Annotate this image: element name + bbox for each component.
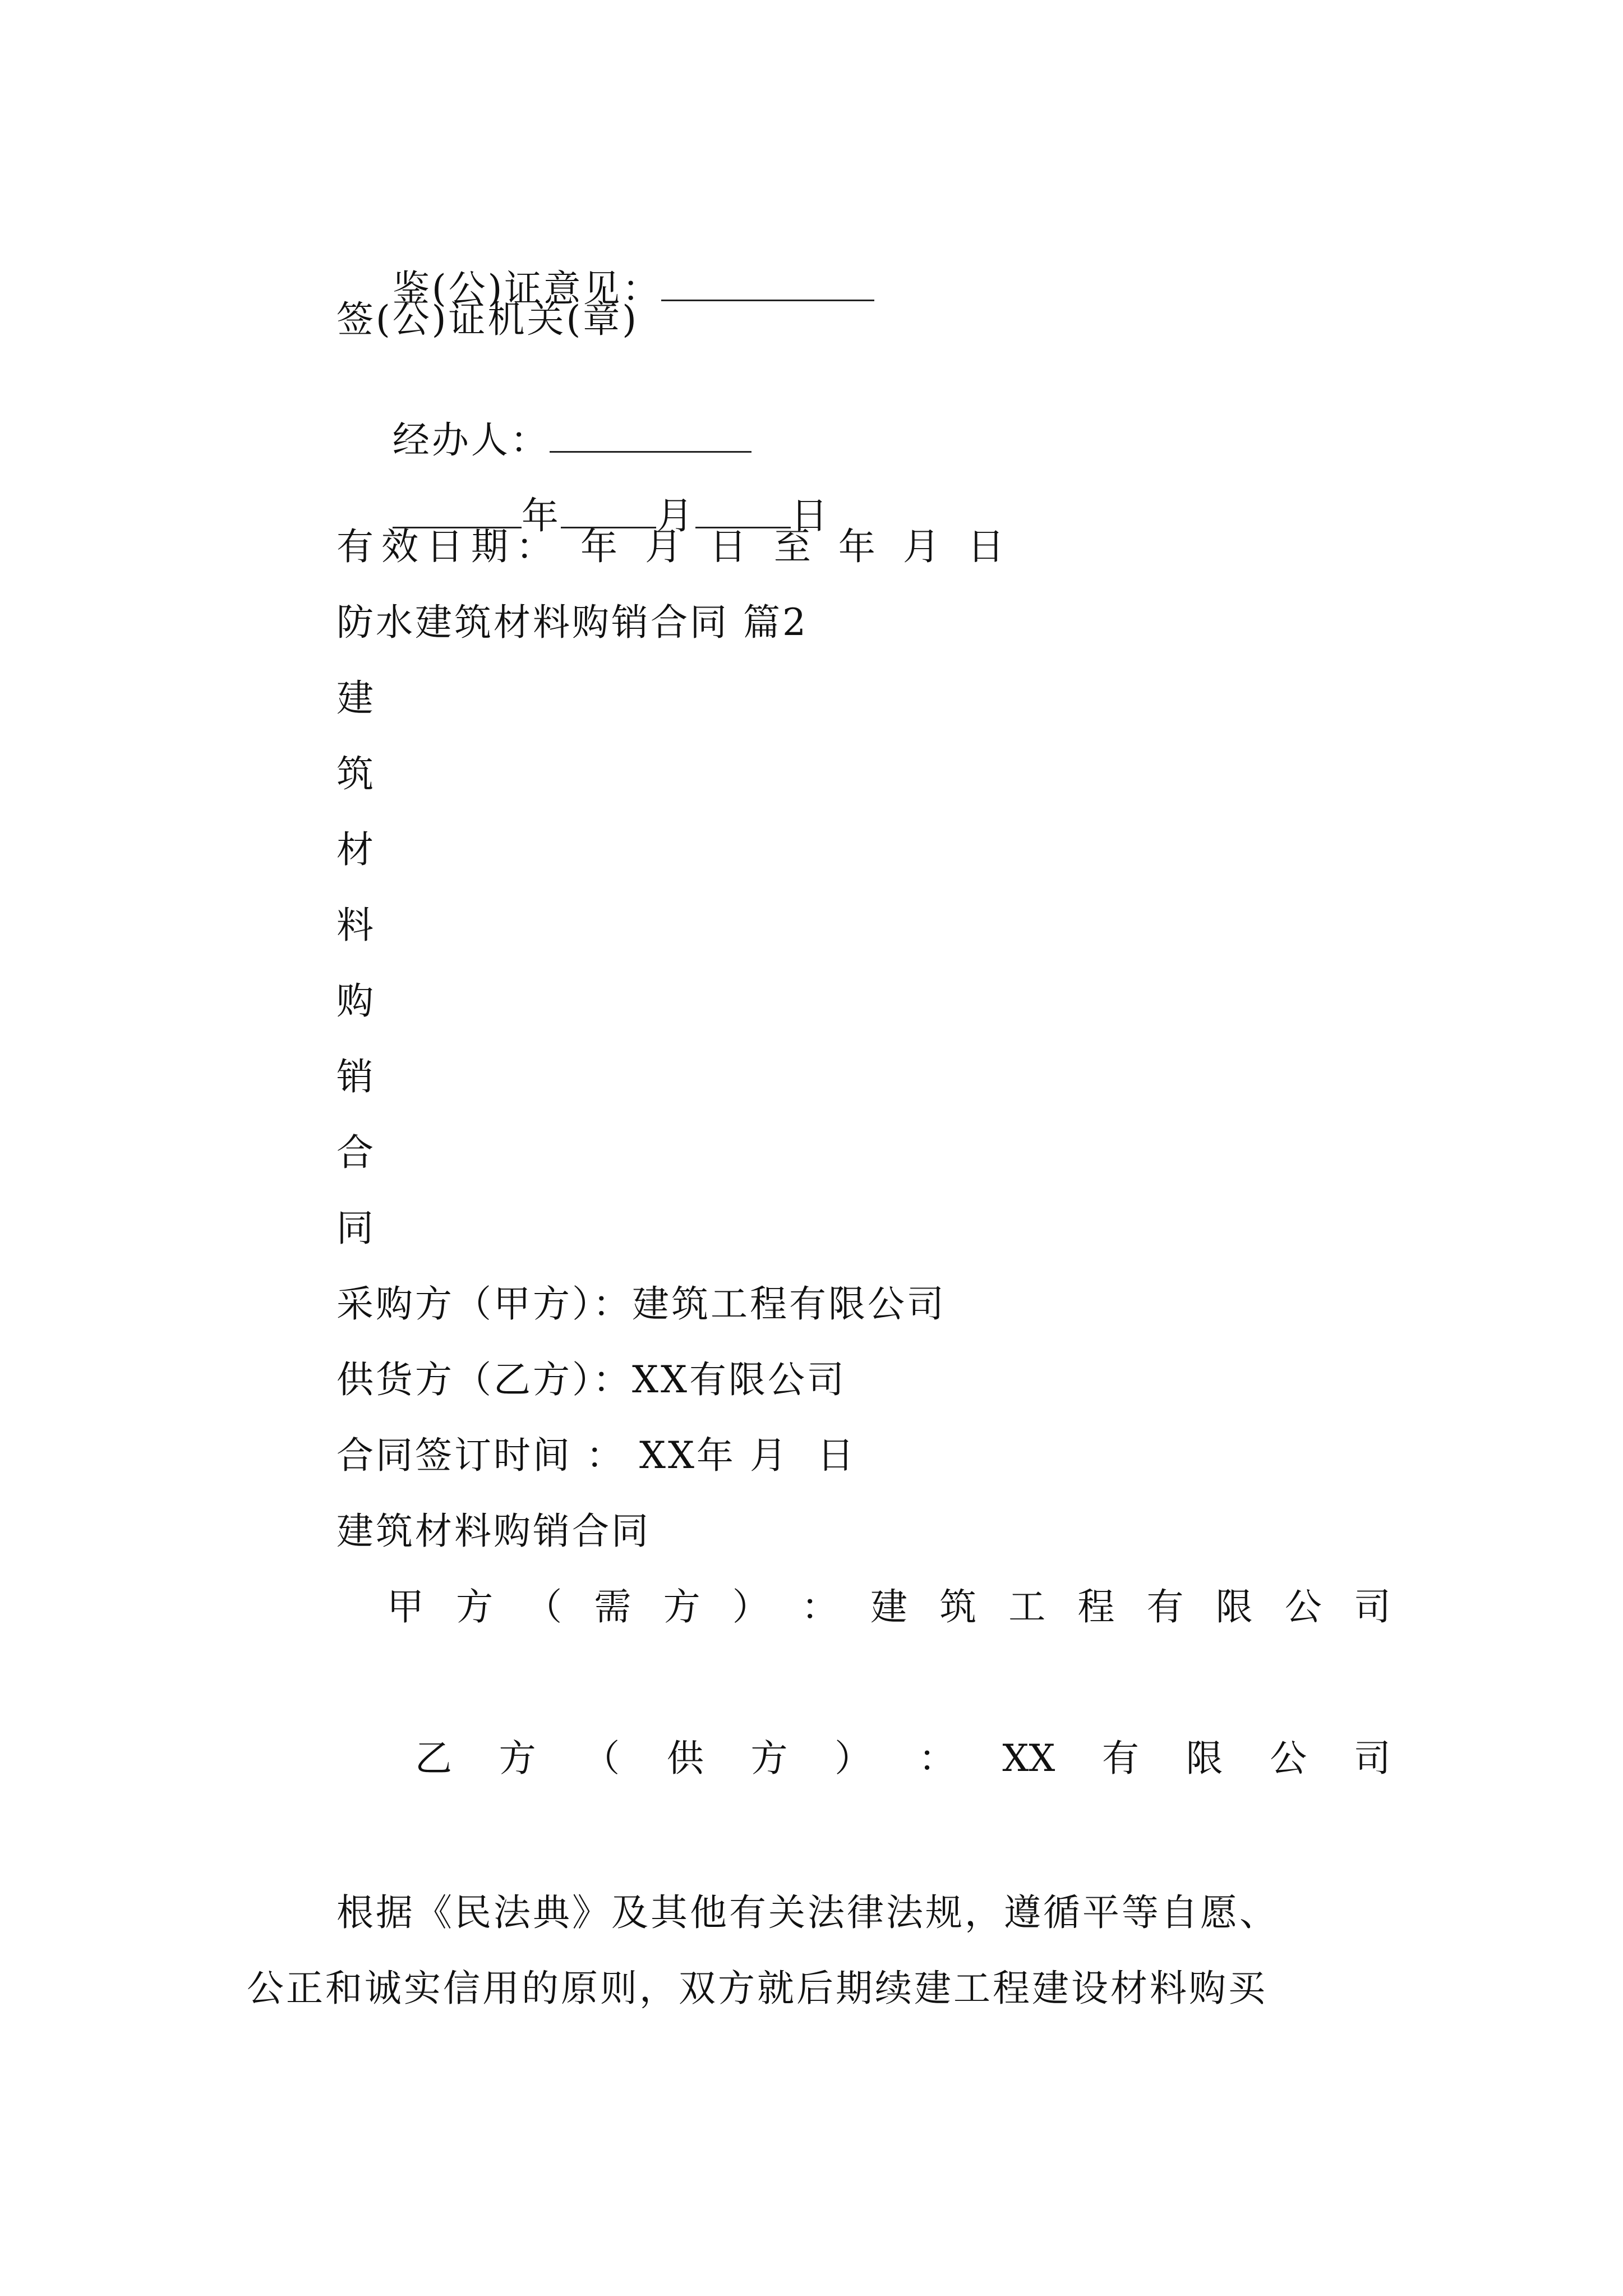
party-a-line [387,1585,1391,1630]
party-b-char: 供 [666,1737,704,1780]
handler-blank [550,420,751,453]
party-a-char: 甲 [387,1585,424,1628]
year-blank [393,495,522,528]
valid-date-line: 有效日期： 年 月 日 至 年 月 日 [336,525,1012,568]
party-a-char: ） [732,1585,769,1628]
party-b-char: 方 [750,1737,788,1780]
paragraph-line-2: 公正和诚实信用的原则，双方就后期续建工程建设材料购买 [247,1967,1267,2010]
vertical-char-1: 建 [336,677,376,720]
party-a-char: 建 [870,1585,907,1628]
party-b-char: 乙 [415,1737,452,1780]
vertical-char-3: 材 [336,828,376,871]
party-a-char: 司 [1353,1585,1391,1628]
vertical-char-5: 购 [336,979,376,1023]
notary-office-line: 签(公)证机关(章) [336,298,639,341]
year-label: 年 [521,494,561,537]
party-b-char: XX [1002,1737,1055,1780]
party-b-char: ） [834,1737,872,1780]
notary-opinion-label: 鉴(公)证意见： [392,267,662,310]
party-a-char: 方 [456,1585,494,1628]
vertical-char-4: 料 [336,904,376,947]
party-b-char: 有 [1101,1737,1139,1780]
contract-subtitle: 建筑材料购销合同 [336,1510,651,1553]
handler-label: 经办人： [392,418,550,462]
party-a-char: 工 [1008,1585,1046,1628]
party-b-char: （ [583,1737,620,1780]
notary-opinion-blank [661,268,874,301]
month-label: 月 [656,494,695,537]
party-a-char: 限 [1215,1585,1253,1628]
vertical-char-8: 同 [336,1207,376,1250]
buyer-line: 采购方（甲方）：建筑工程有限公司 [336,1282,946,1326]
day-label: 日 [790,494,830,537]
party-b-char: 限 [1186,1737,1223,1780]
party-b-char: 司 [1353,1737,1391,1780]
party-b-char: 方 [499,1737,536,1780]
sign-time-line: 合同签订时间 ： XX年 月 日 [336,1434,856,1477]
party-b-char: ： [918,1737,956,1780]
day-blank [695,495,791,528]
party-b-line [415,1736,1391,1781]
party-b-char: 公 [1270,1737,1307,1780]
party-a-char: 筑 [939,1585,977,1628]
month-blank [561,495,656,528]
party-a-char: ： [801,1585,838,1628]
party-a-char: 程 [1077,1585,1115,1628]
section-title: 防水建筑材料购销合同 篇2 [336,601,808,644]
party-a-char: 方 [663,1585,700,1628]
vertical-char-2: 筑 [336,752,376,795]
party-a-char: （ [525,1585,562,1628]
party-a-char: 需 [594,1585,631,1628]
paragraph-line-1: 根据《民法典》及其他有关法律法规，遵循平等自愿、 [336,1891,1279,1934]
vertical-char-6: 销 [336,1055,376,1098]
supplier-line: 供货方（乙方）：XX有限公司 [336,1358,846,1401]
party-a-char: 有 [1146,1585,1184,1628]
party-a-char: 公 [1284,1585,1322,1628]
vertical-char-7: 合 [336,1131,376,1174]
